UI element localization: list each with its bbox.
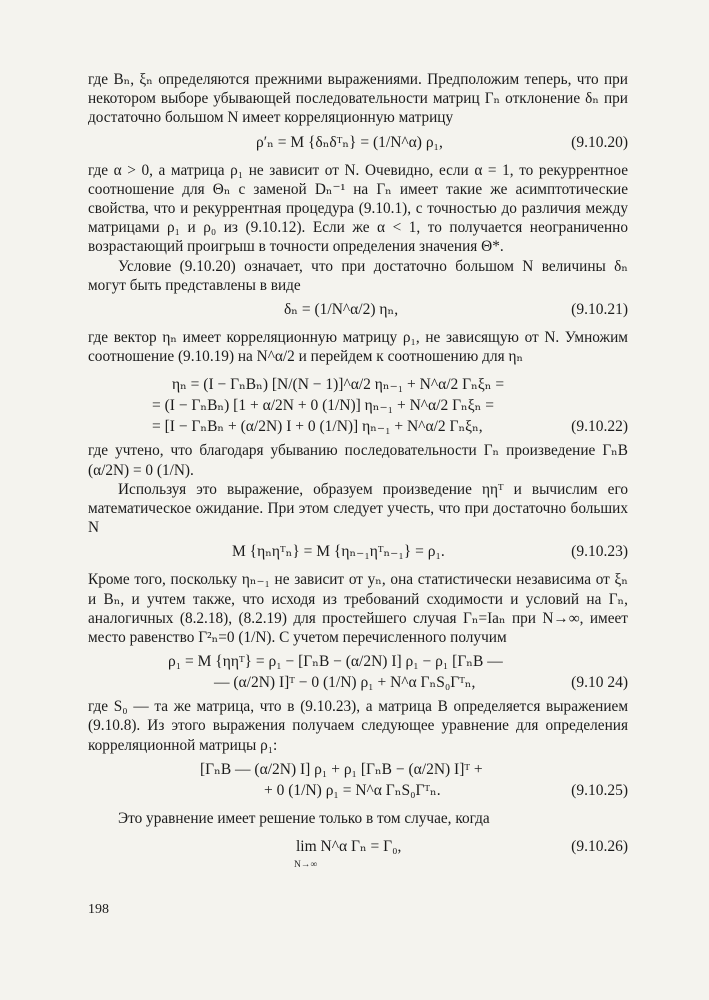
equation-9-10-22-line-3 — [88, 416, 628, 437]
equation-9-10-22-line-1 — [88, 374, 628, 395]
equation-number: (9.10.21) — [571, 301, 628, 319]
equation-number: (9.10.22) — [571, 418, 628, 436]
equation-body: = (I − ΓₙBₙ) [1 + α/2N + 0 (1/N)] ηₙ₋₁ + N^α/2 Γₙξₙ = — [152, 397, 494, 415]
equation-body: + 0 (1/N) ρ₁ = N^α ΓₙS₀Γᵀₙ. — [264, 781, 441, 799]
equation-9-10-22-line-2 — [88, 395, 628, 416]
page-number: 198 — [88, 902, 109, 917]
paragraph: где вектор ηₙ имеет корреляционную матрицу ρ₁, не зависящую от N. Умножим соотношение (9.10.19) на N^α/2 и перейдем к соотношению для ηₙ — [88, 329, 628, 366]
equation-9-10-20 — [88, 132, 628, 153]
equation-body: — (α/2N) I]ᵀ − 0 (1/N) ρ₁ + N^α ΓₙS₀Γᵀₙ, — [214, 674, 476, 692]
equation-number: (9.10.20) — [571, 133, 628, 151]
paragraph: где Bₙ, ξₙ определяются прежними выражениями. Предположим теперь, что при некотором выборе убывающей последовательности матриц Γₙ отклонение δₙ при достаточно большом N имеет корреляционную матрицу — [88, 71, 628, 127]
equation-body: ρ′ₙ = M {δₙδᵀₙ} = (1/N^α) ρ₁, — [256, 133, 443, 151]
paragraph: где S₀ — та же матрица, что в (9.10.23), а матрица B определяется выражением (9.10.8). Из этого выражения получаем следующее уравнение для определения корреляционной матрицы ρ₁: — [88, 698, 628, 754]
equation-body: lim N^α Γₙ = Γ₀, — [296, 838, 402, 856]
equation-number: (9.10.26) — [571, 838, 628, 856]
equation-number: (9.10.25) — [571, 781, 628, 799]
equation-9-10-21 — [88, 299, 628, 320]
equation-number: (9.10.23) — [571, 543, 628, 561]
page-body — [88, 70, 628, 871]
limit-subscript: N→∞ — [294, 860, 318, 871]
paragraph: Кроме того, поскольку ηₙ₋₁ не зависит от yₙ, она статистически независима от ξₙ и Bₙ, и учтем также, что исходя из требований сходимости и условий на Γₙ, аналогичных (8.2.18), (8.2.19) для простейшего случая Γₙ=Iaₙ при N→∞, имеет место равенство Γ²ₙ=0 (1/N). С учетом перечисленного получим — [88, 571, 628, 647]
paragraph: Условие (9.10.20) означает, что при достаточно большом N величины δₙ могут быть представлены в виде — [88, 257, 628, 294]
paragraph: Используя это выражение, образуем произведение ηηᵀ и вычислим его математическое ожидание. При этом следует учесть, что при достаточно больших N — [88, 480, 628, 537]
equation-9-10-25-line-2 — [88, 780, 628, 801]
equation-9-10-26 — [88, 836, 628, 871]
equation-body: [ΓₙB — (α/2N) I] ρ₁ + ρ₁ [ΓₙB − (α/2N) I]ᵀ + — [200, 760, 483, 778]
paragraph: где α > 0, а матрица ρ₁ не зависит от N. Очевидно, если α = 1, то рекуррентное соотношение для Θₙ с заменой Dₙ⁻¹ на Γₙ имеет такие же асимптотические свойства, что и рекуррентная процедура (9.10.1), с точностью до различия между матрицами ρ₁ и ρ₀ из (9.10.12). Если же α < 1, то получается неограниченно возрастающий проигрыш в точности определения значения Θ*. — [88, 161, 628, 256]
equation-number: (9.10 24) — [571, 674, 628, 692]
equation-body: δₙ = (1/N^α/2) ηₙ, — [284, 301, 399, 319]
paragraph: где учтено, что благодаря убыванию последовательности Γₙ произведение ΓₙB (α/2N) = 0 (1/N). — [88, 442, 628, 479]
equation-body: ηₙ = (I − ΓₙBₙ) [N/(N − 1)]^α/2 ηₙ₋₁ + N^α/2 Γₙξₙ = — [172, 376, 505, 394]
paragraph: Это уравнение имеет решение только в том случае, когда — [118, 809, 490, 827]
equation-9-10-24-line-1 — [88, 651, 628, 672]
equation-body: M {ηₙηᵀₙ} = M {ηₙ₋₁ηᵀₙ₋₁} = ρ₁. — [232, 543, 445, 561]
equation-body: ρ₁ = M {ηηᵀ} = ρ₁ − [ΓₙB − (α/2N) I] ρ₁ − ρ₁ [ΓₙB — — [168, 653, 503, 671]
equation-9-10-24-line-2 — [88, 672, 628, 693]
equation-body: = [I − ΓₙBₙ + (α/2N) I + 0 (1/N)] ηₙ₋₁ + N^α/2 Γₙξₙ, — [152, 418, 483, 436]
equation-9-10-23 — [88, 541, 628, 562]
equation-9-10-25-line-1 — [88, 759, 628, 780]
